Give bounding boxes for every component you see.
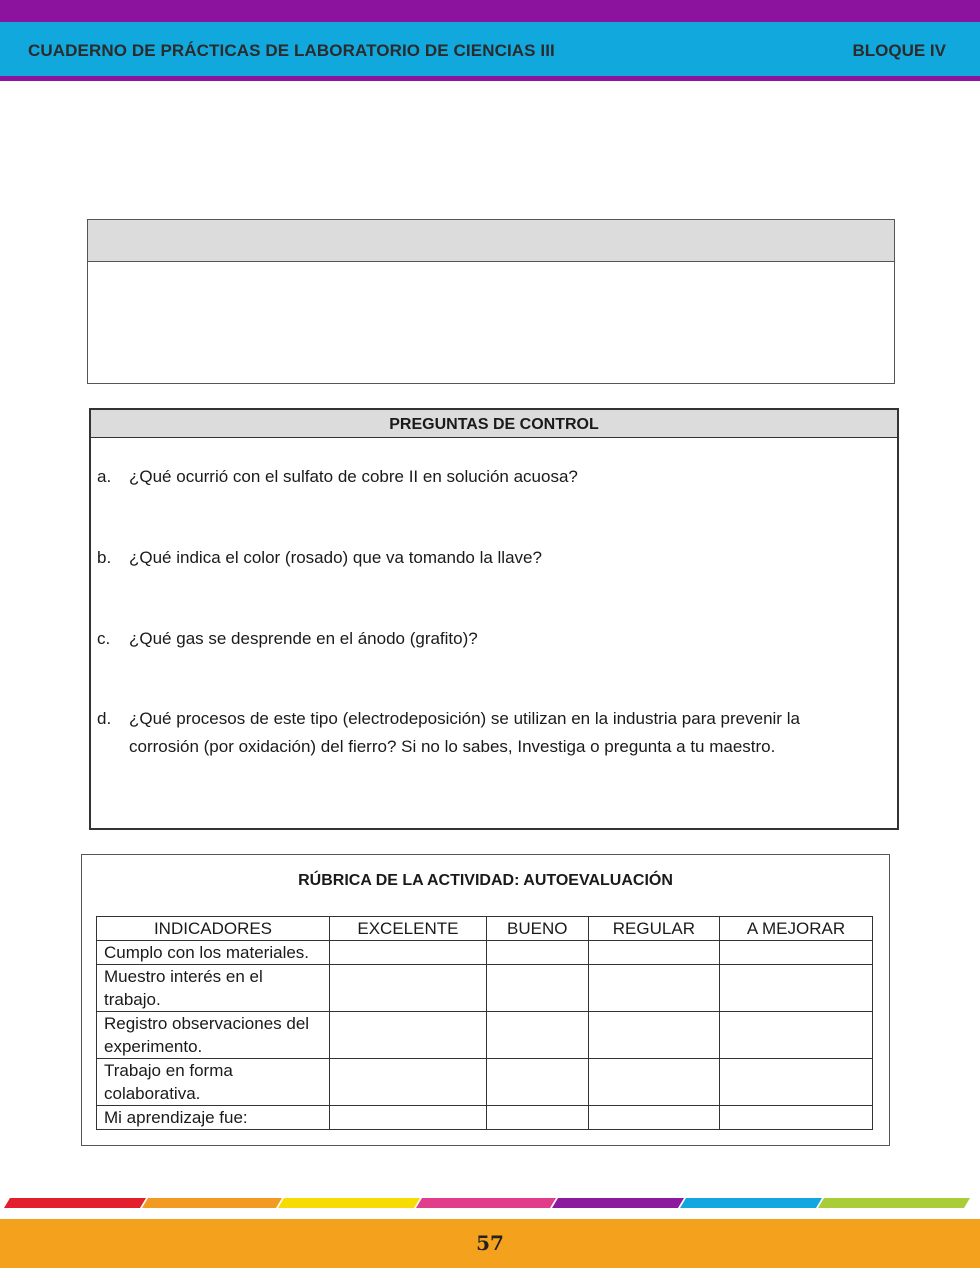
row-indicator: Registro observaciones del experimento. [97, 1012, 330, 1059]
question-text: ¿Qué gas se desprende en el ánodo (grafito)? [129, 629, 478, 648]
stripe-green [818, 1198, 970, 1208]
empty-box-header [88, 220, 894, 262]
rating-cell[interactable] [720, 1059, 873, 1106]
page-footer [0, 1219, 980, 1268]
rating-cell[interactable] [486, 1012, 588, 1059]
question-text: ¿Qué ocurrió con el sulfato de cobre II en solución acuosa? [129, 467, 578, 486]
rating-cell[interactable] [720, 965, 873, 1012]
table-row [97, 941, 873, 965]
question-letter: d. [97, 709, 112, 728]
question-letter: a. [97, 467, 112, 486]
rubric-table [96, 916, 873, 1130]
rating-cell[interactable] [330, 941, 487, 965]
row-indicator: Mi aprendizaje fue: [97, 1106, 330, 1130]
question-text: ¿Qué indica el color (rosado) que va tomando la llave? [129, 548, 542, 567]
col-bueno: BUENO [486, 917, 588, 941]
col-regular: REGULAR [588, 917, 719, 941]
rating-cell[interactable] [486, 941, 588, 965]
rating-cell[interactable] [486, 1059, 588, 1106]
rating-cell[interactable] [720, 1012, 873, 1059]
page-number: 57 [476, 1231, 504, 1255]
color-stripes-bar [0, 1196, 980, 1210]
rubric-header-row [97, 917, 873, 941]
question-text: ¿Qué procesos de este tipo (electrodeposición) se utilizan en la industria para prevenir la corrosión (por oxidación) del fierro? Si no lo sabes, Investiga o pregunta a tu maestro. [129, 709, 800, 756]
rating-cell[interactable] [486, 965, 588, 1012]
header-block-label: BLOQUE IV [852, 41, 946, 60]
rubric-title: RÚBRICA DE LA ACTIVIDAD: AUTOEVALUACIÓN [298, 872, 673, 889]
rating-cell[interactable] [588, 1059, 719, 1106]
rating-cell[interactable] [330, 965, 487, 1012]
stripe-yellow [278, 1198, 420, 1208]
rating-cell[interactable] [330, 1059, 487, 1106]
question-letter: c. [97, 629, 111, 648]
row-indicator: Trabajo en forma colaborativa. [97, 1059, 330, 1106]
rating-cell[interactable] [330, 1106, 487, 1130]
question-letter: b. [97, 548, 112, 567]
table-row [97, 1012, 873, 1059]
top-purple-band [0, 0, 980, 22]
stripe-pink [416, 1198, 556, 1208]
table-row [97, 965, 873, 1012]
rating-cell[interactable] [720, 941, 873, 965]
rating-cell[interactable] [720, 1106, 873, 1130]
col-excelente: EXCELENTE [330, 917, 487, 941]
col-indicadores: INDICADORES [97, 917, 330, 941]
rating-cell[interactable] [588, 965, 719, 1012]
empty-answer-box [87, 219, 895, 384]
rating-cell[interactable] [486, 1106, 588, 1130]
rubric-box [81, 854, 890, 1146]
col-a-mejorar: A MEJORAR [720, 917, 873, 941]
stripe-blue [680, 1198, 822, 1208]
control-questions-box [89, 408, 899, 830]
rating-cell[interactable] [588, 941, 719, 965]
page-header [0, 22, 980, 81]
header-title: CUADERNO DE PRÁCTICAS DE LABORATORIO DE CIENCIAS III [28, 41, 555, 60]
rating-cell[interactable] [330, 1012, 487, 1059]
rating-cell[interactable] [588, 1106, 719, 1130]
stripe-orange [142, 1198, 282, 1208]
stripe-purple [552, 1198, 684, 1208]
row-indicator: Cumplo con los materiales. [97, 941, 330, 965]
row-indicator: Muestro interés en el trabajo. [97, 965, 330, 1012]
rating-cell[interactable] [588, 1012, 719, 1059]
stripe-red [4, 1198, 146, 1208]
table-row [97, 1106, 873, 1130]
table-row [97, 1059, 873, 1106]
control-questions-title: PREGUNTAS DE CONTROL [91, 410, 897, 438]
